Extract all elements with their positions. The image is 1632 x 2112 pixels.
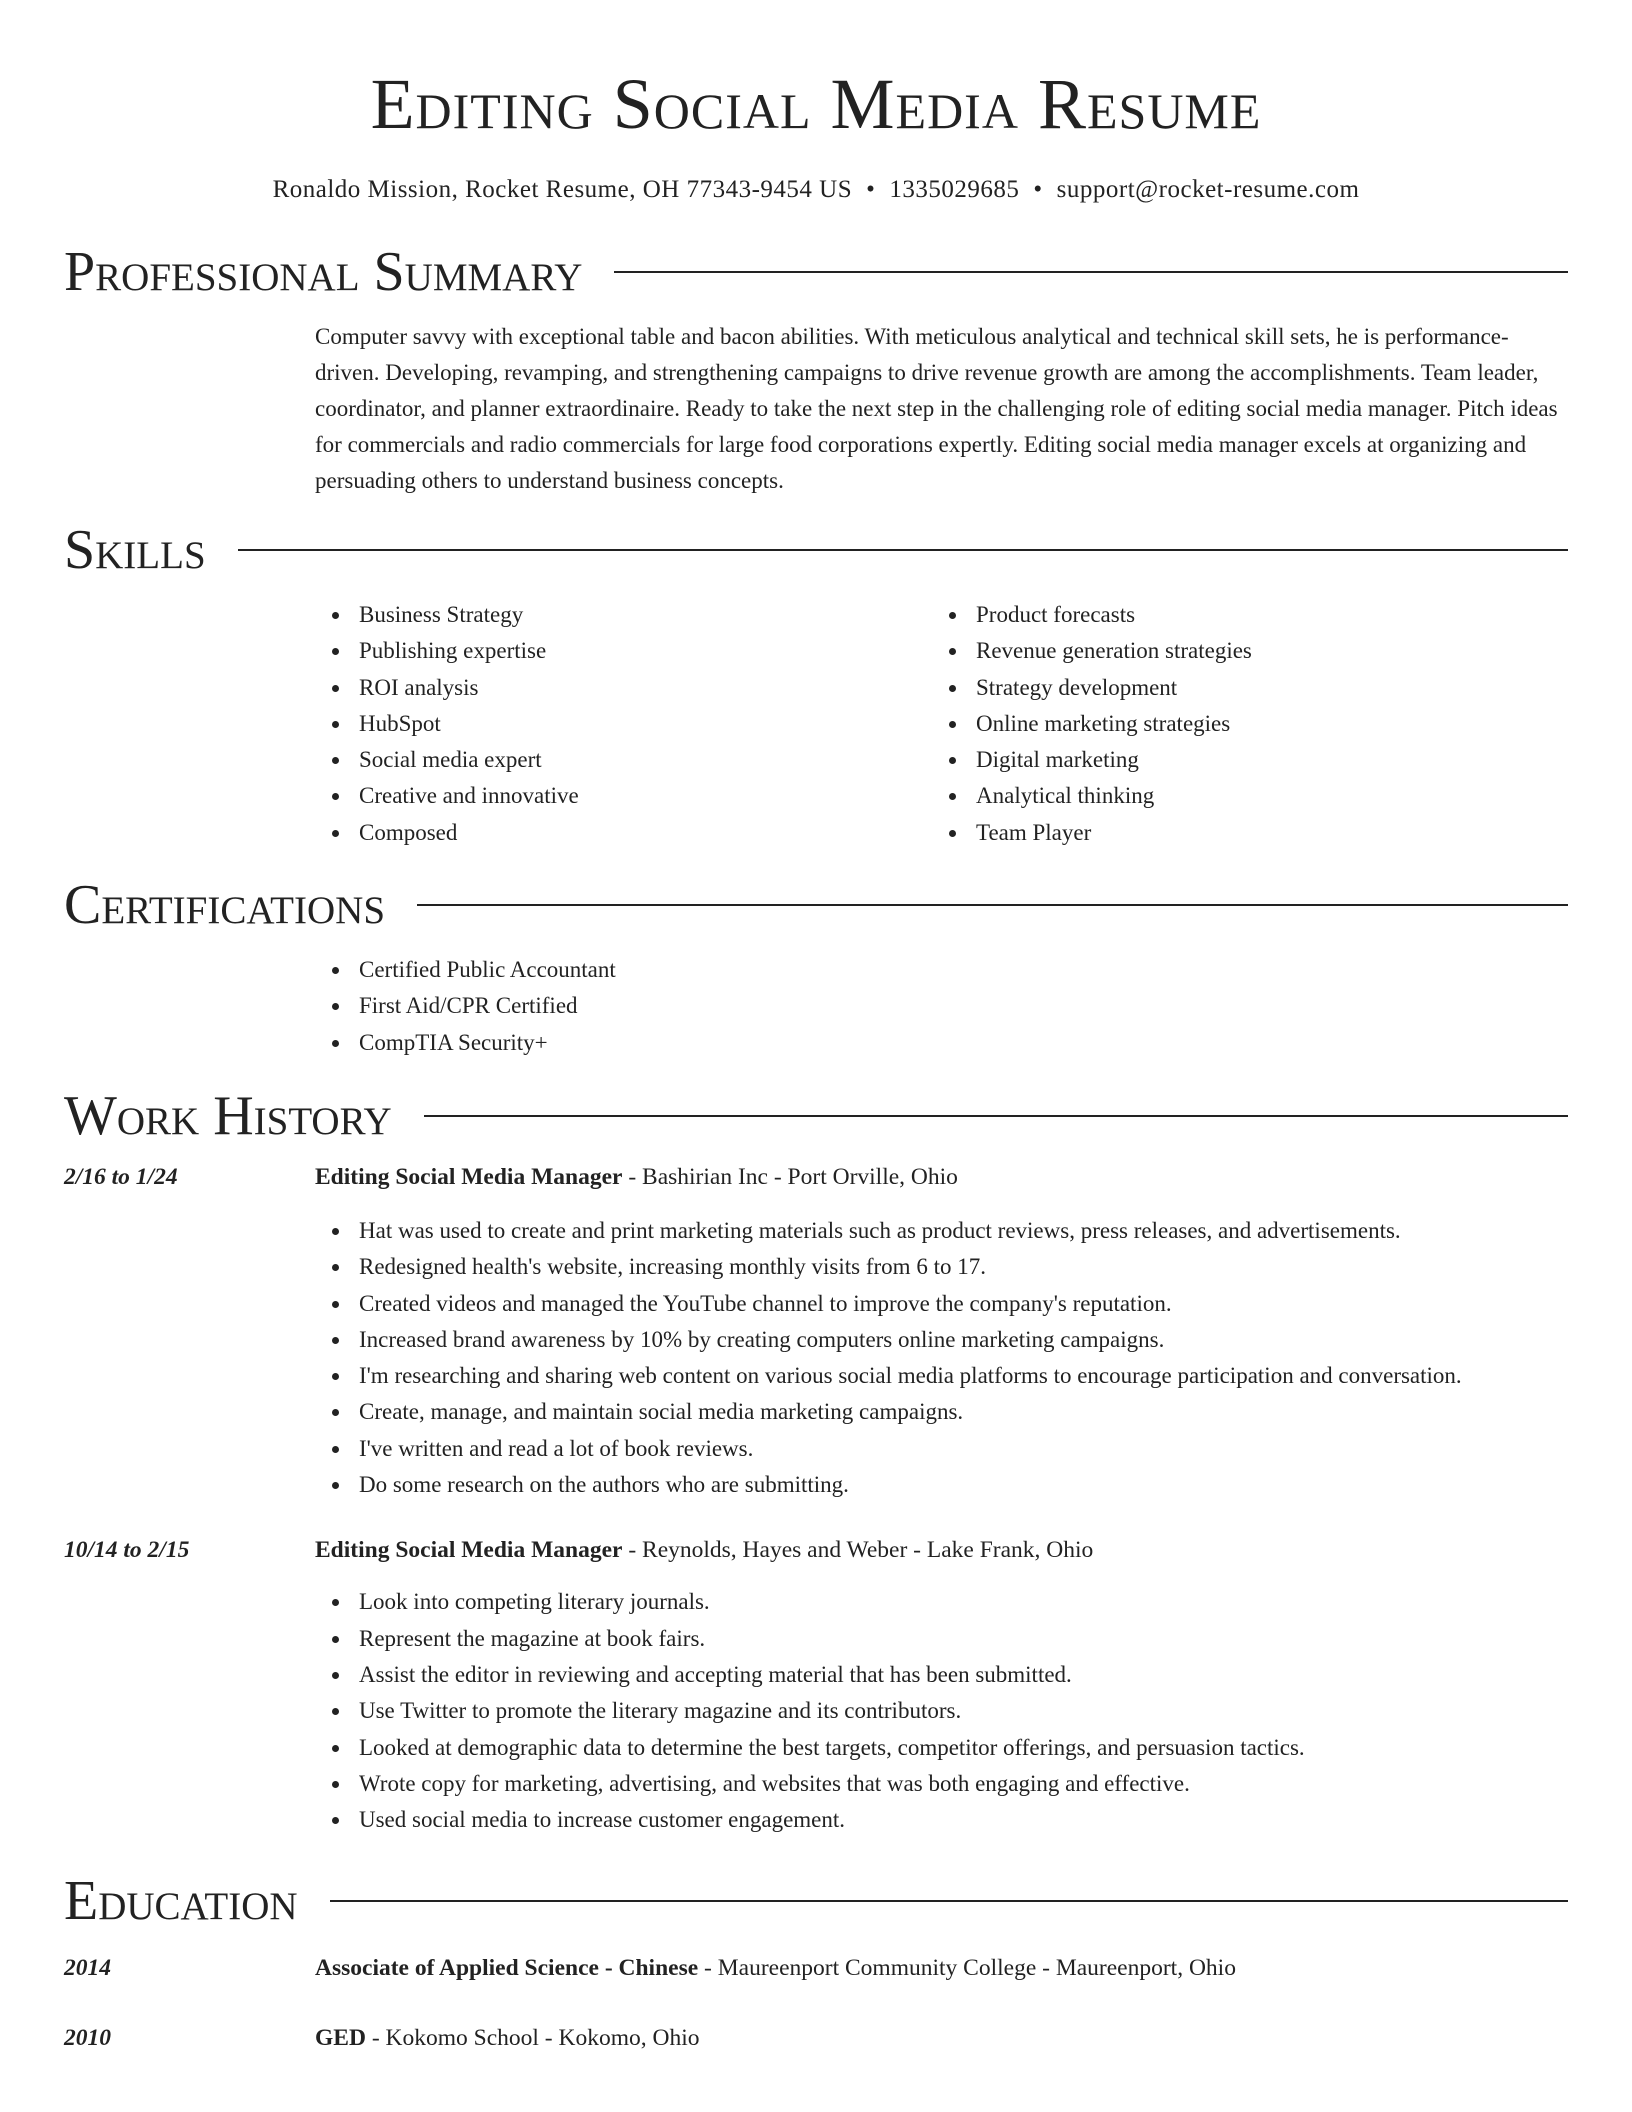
- section-divider: [238, 549, 1568, 551]
- education-section-header: [64, 1870, 1568, 1932]
- contact-line: [64, 174, 1568, 206]
- certification-item: Certified Public Accountant: [359, 952, 1568, 988]
- job-bullet: Used social media to increase customer engagement.: [359, 1802, 1568, 1838]
- certification-item: CompTIA Security+: [359, 1025, 1568, 1061]
- job-entry: [64, 1161, 1568, 1503]
- contact-phone: 1335029685: [889, 176, 1020, 203]
- job-bullet: Represent the magazine at book fairs.: [359, 1621, 1568, 1657]
- skills-section-header: [64, 519, 1568, 581]
- education-entry: [64, 1952, 1568, 1984]
- bullet-separator: •: [1033, 176, 1043, 203]
- contact-address: Ronaldo Mission, Rocket Resume, OH 77343-9454 US: [272, 176, 853, 203]
- work-section-header: [64, 1085, 1568, 1147]
- skills-heading: Skills: [64, 519, 206, 581]
- skill-item: Social media expert: [359, 742, 932, 778]
- job-bullet: Redesigned health's website, increasing monthly visits from 6 to 17.: [359, 1249, 1568, 1285]
- education-degree: GED: [315, 2025, 366, 2052]
- job-bullet: Use Twitter to promote the literary magazine and its contributors.: [359, 1693, 1568, 1729]
- job-bullet: I've written and read a lot of book reviews.: [359, 1431, 1568, 1467]
- job-details: - Reynolds, Hayes and Weber - Lake Frank, Ohio: [628, 1537, 1094, 1564]
- skill-item: HubSpot: [359, 706, 932, 742]
- job-bullet: Looked at demographic data to determine the best targets, competitor offerings, and persuasion tactics.: [359, 1730, 1568, 1766]
- bullet-separator: •: [866, 176, 876, 203]
- job-details: - Bashirian Inc - Port Orville, Ohio: [628, 1163, 958, 1190]
- certifications-section-header: [64, 874, 1568, 936]
- education-degree: Associate of Applied Science - Chinese: [315, 1955, 699, 1982]
- skill-item: Creative and innovative: [359, 778, 932, 814]
- education-entry: [64, 2022, 1568, 2054]
- section-divider: [330, 1900, 1568, 1902]
- job-title: Editing Social Media Manager: [315, 1537, 623, 1564]
- summary-text: Computer savvy with exceptional table and bacon abilities. With meticulous analytical and technical skill sets, he is performance-driven. Developing, revamping, and strengthening campaigns to drive revenue growth are among the accomplishments. Team leader, coordinator, and planner extraordinaire. Ready to take the next step in the challenging role of editing social media manager. Pitch ideas for commercials and radio commercials for large food corporations expertly. Editing social media manager excels at organizing and persuading others to understand business concepts.: [315, 324, 1558, 493]
- certifications-list: [315, 952, 1568, 1061]
- education-heading-line: [315, 1952, 1568, 1984]
- job-header: [64, 1161, 1568, 1193]
- contact-email: support@rocket-resume.com: [1056, 176, 1360, 203]
- skill-item: Product forecasts: [976, 597, 1549, 633]
- job-bullet: Increased brand awareness by 10% by creating computers online marketing campaigns.: [359, 1322, 1568, 1358]
- section-divider: [614, 271, 1568, 273]
- education-year: 2010: [64, 2025, 111, 2052]
- job-entry: [64, 1534, 1568, 1838]
- education-details: - Kokomo School - Kokomo, Ohio: [371, 2025, 700, 2052]
- skill-item: Business Strategy: [359, 597, 932, 633]
- job-date: 10/14 to 2/15: [64, 1537, 190, 1564]
- skill-item: Revenue generation strategies: [976, 633, 1549, 669]
- job-bullet: Look into competing literary journals.: [359, 1584, 1568, 1620]
- skills-list: [315, 597, 1568, 851]
- job-bullet: Assist the editor in reviewing and accepting material that has been submitted.: [359, 1657, 1568, 1693]
- job-date: 2/16 to 1/24: [64, 1163, 178, 1190]
- summary-heading: Professional Summary: [64, 241, 583, 303]
- skill-item: Analytical thinking: [976, 778, 1549, 814]
- section-divider: [417, 904, 1568, 906]
- job-heading: [315, 1161, 1568, 1193]
- job-heading: [315, 1534, 1568, 1566]
- skill-item: ROI analysis: [359, 670, 932, 706]
- summary-section-header: [64, 241, 1568, 303]
- skill-item: Digital marketing: [976, 742, 1549, 778]
- skills-column-left: [315, 597, 932, 851]
- skills-column-right: [932, 597, 1549, 851]
- job-bullet: I'm researching and sharing web content on various social media platforms to encourage participation and conversation.: [359, 1358, 1568, 1394]
- education-details: - Maureenport Community College - Maureenport, Ohio: [704, 1955, 1236, 1982]
- summary-body: [315, 319, 1568, 499]
- job-bullets: [315, 1584, 1568, 1838]
- job-bullet: Create, manage, and maintain social media marketing campaigns.: [359, 1394, 1568, 1430]
- job-bullets: [315, 1213, 1568, 1503]
- work-heading: Work History: [64, 1084, 392, 1147]
- education-heading-line: [315, 2022, 1568, 2054]
- certification-item: First Aid/CPR Certified: [359, 988, 1568, 1024]
- skill-item: Publishing expertise: [359, 633, 932, 669]
- certifications-heading: Certifications: [64, 874, 386, 937]
- job-bullet: Wrote copy for marketing, advertising, and websites that was both engaging and effective.: [359, 1766, 1568, 1802]
- skill-item: Strategy development: [976, 670, 1549, 706]
- job-title: Editing Social Media Manager: [315, 1163, 623, 1190]
- education-heading: Education: [64, 1870, 298, 1933]
- job-bullet: Created videos and managed the YouTube channel to improve the company's reputation.: [359, 1286, 1568, 1322]
- resume-title: Editing Social Media Resume: [370, 64, 1262, 144]
- skill-item: Online marketing strategies: [976, 706, 1549, 742]
- job-bullet: Do some research on the authors who are submitting.: [359, 1467, 1568, 1503]
- education-year: 2014: [64, 1955, 111, 1982]
- skill-item: Team Player: [976, 815, 1549, 851]
- job-header: [64, 1534, 1568, 1566]
- resume-page: [64, 0, 1568, 2054]
- section-divider: [424, 1115, 1568, 1117]
- skill-item: Composed: [359, 815, 932, 851]
- job-bullet: Hat was used to create and print marketing materials such as product reviews, press releases, and advertisements.: [359, 1213, 1568, 1249]
